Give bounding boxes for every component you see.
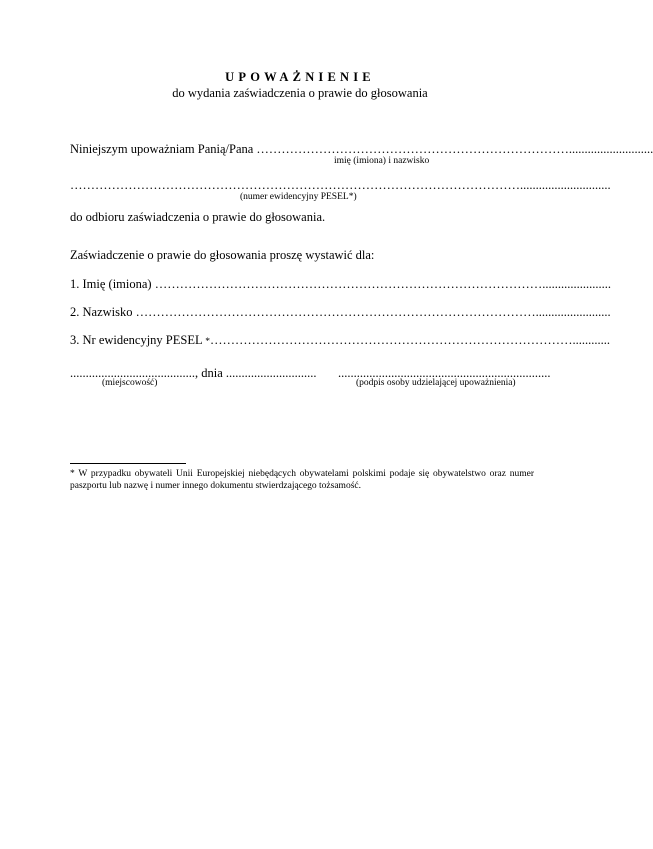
- name-fill-line[interactable]: …………………………………………………………………...........................: [256, 142, 653, 156]
- field-pesel: [70, 333, 610, 348]
- pesel-number-fill-line[interactable]: ……………………………………………………………………………............: [210, 333, 611, 347]
- pesel-caption: (numer ewidencyjny PESEL*): [240, 192, 357, 202]
- pesel-footnote-marker: *: [205, 337, 211, 347]
- place-fill-line[interactable]: ........................................: [70, 366, 195, 380]
- field-first-name: [70, 277, 611, 292]
- footnote-marker: *: [70, 469, 75, 479]
- place-caption: (miejscowość): [102, 378, 158, 388]
- name-caption: imię (imiona) i nazwisko: [334, 156, 430, 166]
- signature-caption: (podpis osoby udzielającej upoważnienia): [356, 378, 516, 388]
- authorization-intro: Niniejszym upoważniam Panią/Pana: [70, 142, 257, 156]
- date-fill-line[interactable]: .............................: [225, 366, 317, 380]
- field-pesel-label: 3. Nr ewidencyjny PESEL: [70, 333, 206, 347]
- footnote-divider: [70, 463, 186, 464]
- date-label: , dnia: [195, 366, 226, 380]
- signature-fill-line[interactable]: ....................................................................: [338, 366, 551, 380]
- document-title: UPOWAŻNIENIE: [225, 70, 375, 84]
- field-first-name-label: 1. Imię (imiona): [70, 277, 155, 291]
- authorization-line: [70, 142, 653, 157]
- footnote-text: W przypadku obywateli Unii Europejskiej niebędących obywatelami polskimi podaje się obywatelstwo oraz numer paszportu lub nazwę i numer innego dokumentu stwierdzającego tożsamość.: [70, 469, 534, 491]
- pesel-fill-line[interactable]: ……………………………………………………………………………………………….............................: [70, 178, 611, 192]
- first-name-fill-line[interactable]: …………………………………………………………………………………......................: [154, 277, 611, 291]
- field-surname: [70, 305, 611, 320]
- certificate-heading: Zaświadczenie o prawie do głosowania proszę wystawić dla:: [70, 248, 375, 262]
- footnote: [70, 468, 534, 492]
- field-surname-label: 2. Nazwisko: [70, 305, 136, 319]
- surname-fill-line[interactable]: ……………………………………………………………………………………........................: [135, 305, 611, 319]
- document-subtitle: do wydania zaświadczenia o prawie do głosowania: [172, 86, 428, 100]
- pickup-text: do odbioru zaświadczenia o prawie do głosowania.: [70, 210, 326, 224]
